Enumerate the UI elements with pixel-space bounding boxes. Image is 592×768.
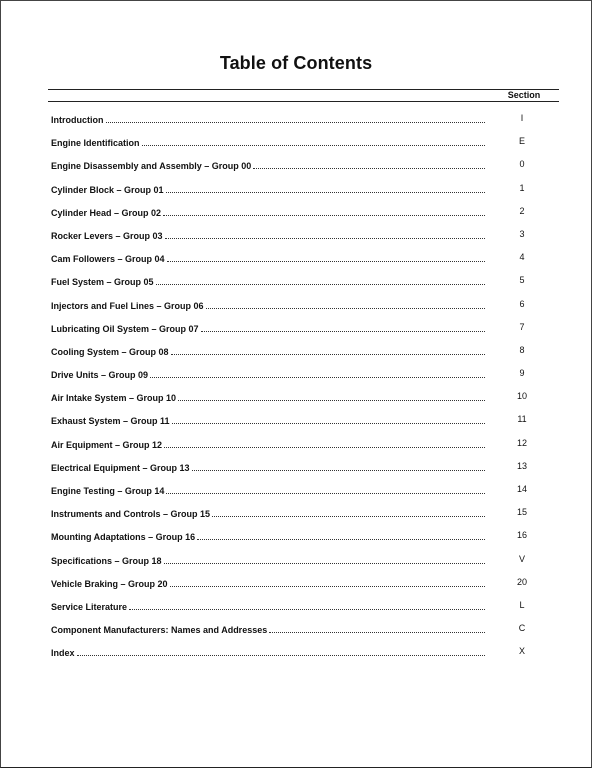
- toc-entry-title: Service Literature: [51, 601, 128, 612]
- toc-section-number: 2: [519, 205, 525, 216]
- toc-entry-title-group: [51, 368, 485, 380]
- toc-entry-title-group: [51, 183, 485, 195]
- toc-section-number: 1: [519, 182, 525, 193]
- toc-entry-title: Engine Disassembly and Assembly – Group 00: [51, 161, 252, 172]
- toc-entry[interactable]: [51, 646, 551, 669]
- toc-entry[interactable]: [51, 438, 551, 461]
- toc-entry[interactable]: [51, 554, 551, 577]
- toc-entry-title: Vehicle Braking – Group 20: [51, 578, 168, 589]
- toc-entry[interactable]: [51, 183, 551, 206]
- toc-section-number: 12: [516, 437, 527, 448]
- toc-entry-title-group: [51, 113, 485, 125]
- toc-section-number: X: [518, 646, 525, 657]
- toc-entry-title-group: [51, 461, 485, 473]
- toc-entry-title: Air Equipment – Group 12: [51, 439, 163, 450]
- toc-entry-title-group: [51, 229, 485, 241]
- toc-entry-title: Electrical Equipment – Group 13: [51, 462, 190, 473]
- toc-section-number: 11: [517, 414, 527, 425]
- toc-entry[interactable]: [51, 461, 551, 484]
- toc-dot-leader: [166, 484, 485, 494]
- toc-entry-title: Cam Followers – Group 04: [51, 254, 165, 265]
- toc-entry-title: Drive Units – Group 09: [51, 370, 149, 381]
- toc-section-number: 7: [519, 321, 525, 332]
- toc-entry-title-group: [51, 646, 485, 658]
- toc-dot-leader: [197, 530, 485, 540]
- toc-section-number: 9: [519, 368, 525, 379]
- toc-entry-title-group: [51, 484, 485, 496]
- toc-entry-title-group: [51, 554, 485, 566]
- toc-section-number: 16: [516, 530, 527, 541]
- header-rule-bottom: [48, 101, 559, 102]
- toc-entry[interactable]: [51, 368, 551, 391]
- toc-entry-title: Cooling System – Group 08: [51, 346, 169, 357]
- toc-dot-leader: [106, 113, 486, 123]
- toc-section-number: I: [520, 113, 524, 123]
- toc-entry-title: Mounting Adaptations – Group 16: [51, 532, 196, 543]
- toc-entry-title: Rocker Levers – Group 03: [51, 230, 163, 241]
- toc-section-number: 5: [519, 275, 525, 286]
- toc-entry-title-group: [51, 438, 485, 450]
- toc-dot-leader: [192, 461, 485, 471]
- toc-section-number: 15: [516, 507, 527, 518]
- toc-entry-title: Engine Testing – Group 14: [51, 486, 165, 496]
- toc-entry[interactable]: [51, 507, 551, 530]
- toc-entry-title-group: [51, 530, 485, 542]
- toc-entry[interactable]: [51, 206, 551, 229]
- toc-entry[interactable]: [51, 345, 551, 368]
- toc-entry-title: Air Intake System – Group 10: [51, 393, 177, 404]
- toc-section-number: 4: [519, 252, 525, 263]
- toc-entry-title-group: [51, 345, 485, 357]
- toc-dot-leader: [212, 507, 485, 517]
- toc-entry[interactable]: [51, 275, 551, 298]
- toc-section-number: 20: [516, 576, 527, 587]
- toc-entry[interactable]: [51, 252, 551, 275]
- toc-dot-leader: [77, 646, 485, 656]
- toc-entry-title-group: [51, 623, 485, 635]
- toc-entry-title-group: [51, 414, 485, 426]
- toc-dot-leader: [172, 414, 485, 424]
- toc-entry-title: Exhaust System – Group 11: [51, 416, 170, 427]
- toc-entry-title-group: [51, 322, 485, 334]
- section-column-header: Section: [507, 90, 541, 100]
- toc-dot-leader: [171, 345, 485, 355]
- toc-dot-leader: [156, 275, 485, 285]
- toc-entry[interactable]: [51, 484, 551, 507]
- toc-dot-leader: [150, 368, 485, 378]
- toc-entry-title: Cylinder Head – Group 02: [51, 207, 162, 218]
- toc-dot-leader: [164, 554, 485, 564]
- toc-dot-leader: [170, 577, 485, 587]
- toc-entry-title: Introduction: [51, 115, 104, 125]
- toc-entry[interactable]: [51, 299, 551, 322]
- toc-dot-leader: [166, 183, 485, 193]
- toc-entry-title: Index: [51, 648, 75, 659]
- toc-entry-title-group: [51, 159, 485, 171]
- toc-dot-leader: [163, 206, 485, 216]
- toc-section-number: E: [518, 136, 525, 147]
- toc-section-number: 8: [519, 344, 525, 355]
- toc-entry-title: Injectors and Fuel Lines – Group 06: [51, 300, 204, 311]
- toc-entry-title-group: [51, 577, 485, 589]
- toc-entry-title: Specifications – Group 18: [51, 555, 162, 566]
- header-rule-top: [48, 89, 559, 90]
- toc-dot-leader: [253, 159, 485, 169]
- toc-entry-title: Lubricating Oil System – Group 07: [51, 323, 199, 334]
- toc-section-number: 0: [519, 159, 525, 170]
- toc-dot-leader: [164, 438, 485, 448]
- toc-entry-title-group: [51, 600, 485, 612]
- toc-entry-title: Engine Identification: [51, 138, 140, 149]
- toc-dot-leader: [178, 391, 485, 401]
- toc-entry-title: Fuel System – Group 05: [51, 277, 154, 288]
- toc-section-number: C: [518, 623, 526, 634]
- toc-dot-leader: [269, 623, 485, 633]
- toc-section-number: L: [519, 599, 525, 610]
- toc-entry[interactable]: [51, 136, 551, 159]
- toc-list: [51, 113, 551, 670]
- toc-dot-leader: [206, 299, 485, 309]
- toc-section-number: 10: [516, 391, 527, 402]
- toc-section-number: 3: [519, 228, 525, 239]
- toc-entry-title-group: [51, 299, 485, 311]
- page-title: Table of Contents: [219, 53, 373, 73]
- toc-entry-title: Cylinder Block – Group 01: [51, 184, 164, 195]
- toc-entry-title-group: [51, 275, 485, 287]
- toc-dot-leader: [142, 136, 485, 146]
- toc-dot-leader: [165, 229, 485, 239]
- toc-entry[interactable]: [51, 113, 551, 136]
- toc-entry[interactable]: [51, 229, 551, 252]
- toc-entry-title: Instruments and Controls – Group 15: [51, 509, 211, 520]
- toc-entry[interactable]: [51, 623, 551, 646]
- toc-section-number: 6: [519, 298, 525, 309]
- toc-entry-title-group: [51, 252, 485, 264]
- toc-entry-title-group: [51, 206, 485, 218]
- toc-entry-title-group: [51, 391, 485, 403]
- toc-entry[interactable]: [51, 530, 551, 553]
- toc-section-number: 14: [516, 484, 527, 494]
- toc-dot-leader: [129, 600, 485, 610]
- toc-dot-leader: [167, 252, 485, 262]
- toc-entry[interactable]: [51, 391, 551, 414]
- toc-entry[interactable]: [51, 577, 551, 600]
- toc-entry-title-group: [51, 507, 485, 519]
- toc-entry-title: Component Manufacturers: Names and Addresses: [51, 625, 268, 636]
- toc-section-number: 13: [516, 460, 527, 471]
- toc-entry[interactable]: [51, 322, 551, 345]
- toc-entry-title-group: [51, 136, 485, 148]
- toc-entry[interactable]: [51, 600, 551, 623]
- toc-dot-leader: [201, 322, 485, 332]
- toc-section-number: V: [518, 553, 525, 564]
- toc-entry[interactable]: [51, 159, 551, 182]
- toc-entry[interactable]: [51, 414, 551, 437]
